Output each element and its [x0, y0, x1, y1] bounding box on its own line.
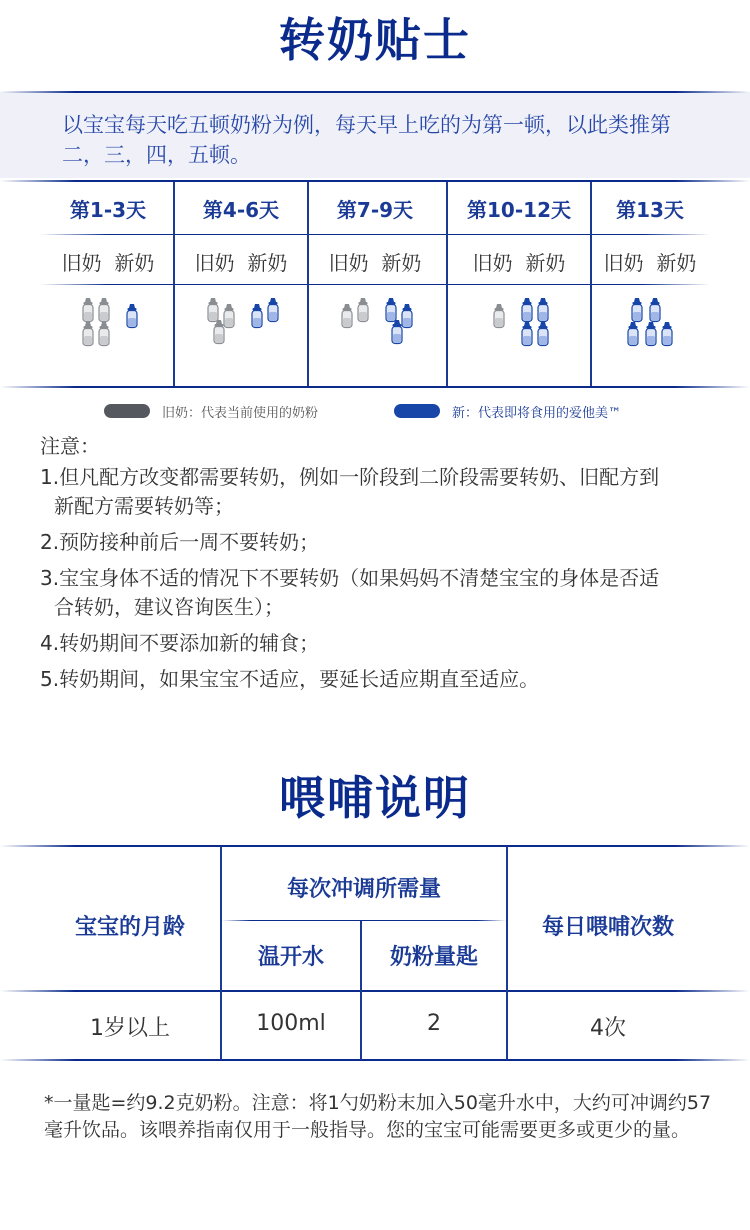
schedule-col [448, 182, 590, 386]
note-line: 4.转奶期间不要添加新的辅食； [40, 631, 320, 655]
bottle-group [592, 297, 708, 377]
old-milk-label: 旧奶 [472, 251, 513, 275]
bottle-group [42, 297, 174, 377]
new-bottle-icon [265, 297, 281, 327]
note-item [40, 528, 720, 557]
old-bottle-icon [491, 303, 507, 333]
note-item [40, 665, 720, 694]
new-bottle-icon [625, 321, 641, 351]
new-bottle-icon [519, 321, 535, 351]
feeding-bottom-rule [0, 1059, 750, 1061]
schedule-bottom-rule [0, 386, 750, 388]
old-milk-label: 旧奶 [328, 251, 369, 275]
schedule-col [309, 182, 441, 386]
schedule-col [592, 182, 708, 386]
cell-age: 1岁以上 [90, 1016, 170, 1041]
intro-text: 以宝宝每天吃五顿奶粉为例，每天早上吃的为第一顿，以此类推第二，三，四，五顿。 [62, 113, 671, 167]
old-milk-label: 旧奶 [603, 251, 644, 275]
feeding-sub-rule [222, 920, 506, 921]
tips-title: 转奶贴士 [279, 13, 471, 67]
note-item [40, 629, 720, 658]
note-continuation: 新配方需要转奶等； [54, 494, 234, 518]
schedule-milk-labels [448, 247, 590, 276]
new-milk-label: 新奶 [525, 251, 566, 275]
old-bottle-icon [80, 321, 96, 351]
note-item [40, 463, 720, 521]
cell-daily: 4次 [590, 1016, 626, 1041]
schedule-days: 第13天 [616, 198, 684, 222]
schedule-days: 第7-9天 [336, 198, 414, 222]
schedule-days: 第10-12天 [467, 198, 571, 222]
legend-old-swatch [104, 404, 150, 418]
schedule-days: 第1-3天 [69, 198, 147, 222]
intro-top-rule [0, 91, 750, 93]
new-bottle-icon [643, 321, 659, 351]
schedule-milk-labels [175, 247, 307, 276]
bottle-group [448, 297, 590, 377]
old-bottle-icon [355, 297, 371, 327]
schedule-milk-labels [592, 247, 708, 276]
note-line: 5.转奶期间，如果宝宝不适应，要延长适应期直至适应。 [40, 667, 540, 691]
notes [40, 432, 720, 701]
new-bottle-icon [249, 303, 265, 333]
note-line: 3.宝宝身体不适的情况下不要转奶（如果妈妈不清楚宝宝的身体是否适 [40, 566, 660, 590]
old-milk-label: 旧奶 [194, 251, 235, 275]
new-milk-label: 新奶 [656, 251, 697, 275]
header-per-feed: 每次冲调所需量 [286, 877, 441, 902]
legend-new-swatch [394, 404, 440, 418]
new-bottle-icon [535, 321, 551, 351]
schedule-col [42, 182, 174, 386]
feeding-title: 喂哺说明 [279, 771, 471, 825]
new-milk-label: 新奶 [381, 251, 422, 275]
feeding-header-rule [0, 990, 750, 992]
note-continuation: 合转奶，建议咨询医生）； [54, 595, 284, 619]
old-bottle-icon [339, 303, 355, 333]
legend-old-label: 旧奶：代表当前使用的奶粉 [162, 406, 319, 421]
feeding-top-rule [0, 845, 750, 847]
bottle-group [309, 297, 441, 377]
schedule-col [175, 182, 307, 386]
transition-schedule [42, 182, 708, 386]
note-line: 2.预防接种前后一周不要转奶； [40, 530, 320, 554]
header-water: 温开水 [257, 945, 324, 970]
new-milk-label: 新奶 [114, 251, 155, 275]
note-line: 1.但凡配方改变都需要转奶，例如一阶段到二阶段需要转奶、旧配方到 [40, 465, 660, 489]
notes-title: 注意： [40, 434, 100, 458]
new-bottle-icon [389, 319, 405, 349]
header-daily: 每日喂哺次数 [541, 915, 674, 940]
schedule-days: 第4-6天 [202, 198, 280, 222]
header-scoops: 奶粉量匙 [389, 945, 478, 970]
cell-scoops: 2 [427, 1011, 441, 1036]
old-bottle-icon [211, 319, 227, 349]
old-bottle-icon [96, 321, 112, 351]
schedule-milk-labels [42, 247, 174, 276]
bottle-group [175, 297, 307, 377]
old-milk-label: 旧奶 [61, 251, 102, 275]
cell-water: 100ml [256, 1011, 326, 1036]
new-bottle-icon [659, 321, 675, 351]
note-item [40, 564, 720, 622]
schedule-milk-labels [309, 247, 441, 276]
new-milk-label: 新奶 [247, 251, 288, 275]
header-age: 宝宝的月龄 [74, 915, 185, 940]
new-bottle-icon [124, 303, 140, 333]
footnote: *一量匙=约9.2克奶粉。注意：将1勺奶粉末加入50毫升水中，大约可冲调约57毫升饮品。该喂养指南仅用于一般指导。您的宝宝可能需要更多或更少的量。 [44, 1092, 712, 1141]
legend-new-label: 新：代表即将食用的爱他美™ [452, 406, 622, 421]
